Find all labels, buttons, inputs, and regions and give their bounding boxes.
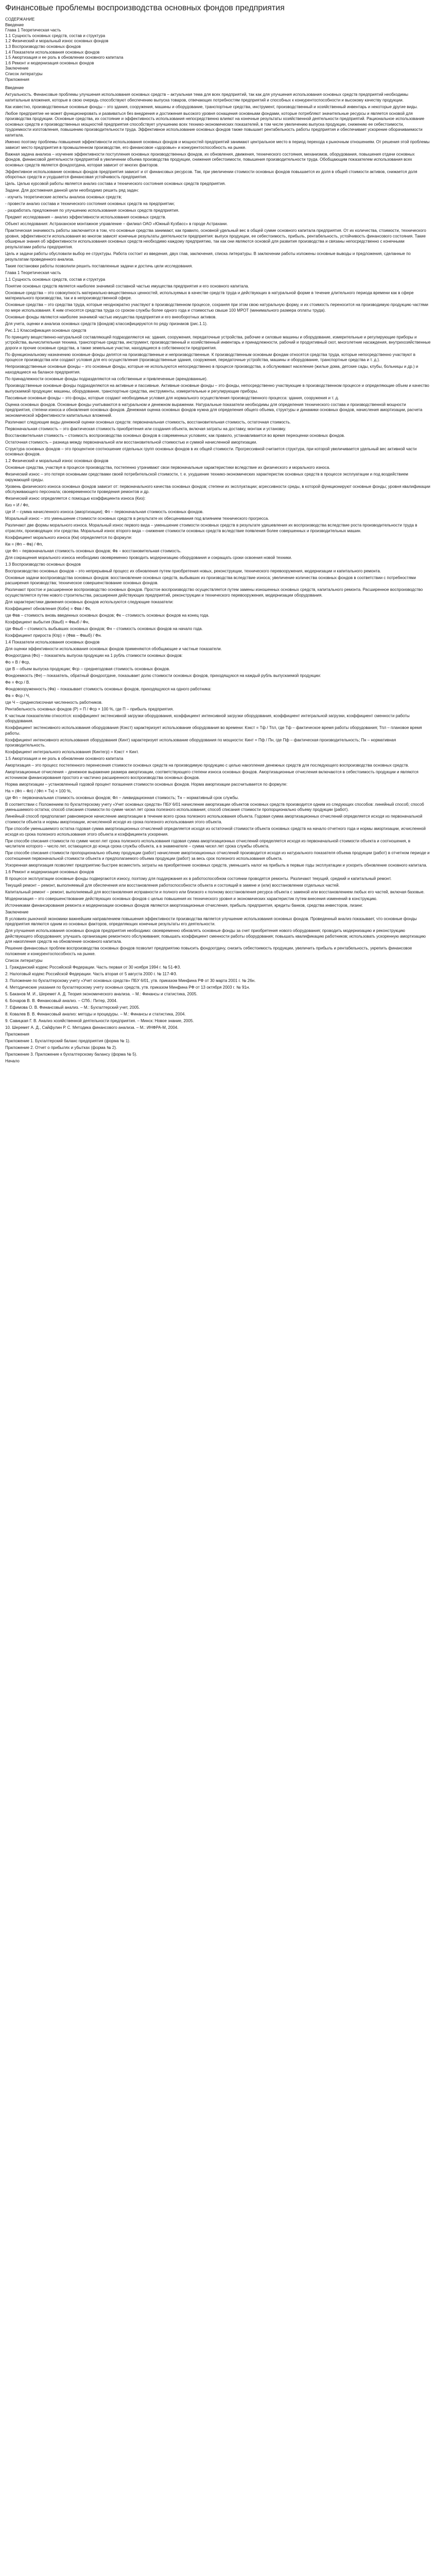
paragraph: 1.4 Показатели использования основных фондов [5,639,100,645]
paragraph: В соответствии с Положением по бухгалтерскому учету «Учет основных средств» ПБУ 6/01 начисление амортизации объектов основных средств производится одним из следующих способов: линейный способ; способ уменьшаемого остатка; способ списания стоимости по сумме чисел лет срока полезного использования; способ списания стоимости пропорционально объему продукции (работ). [5,802,424,812]
paragraph: 7. Ефимова О. В. Финансовый анализ. – М.: Бухгалтерский учет, 2005. [5,1005,140,1010]
paragraph: Моральный износ – это уменьшение стоимости основных средств в результате их обесценивания под влиянием технического прогресса. [5,516,269,521]
paragraph: Источниками финансирования ремонта и модернизации основных фондов являются амортизационные отчисления, прибыль предприятия, кредиты банков, средства инвесторов, лизинг. [5,903,363,908]
paragraph: Заключение [5,909,29,914]
paragraph: Список литературы [5,958,43,963]
paragraph: Актуальность. Финансовые проблемы улучшения использования основных средств – актуальная тема для всех предприятий, так как для улучшения использования основных средств предприятий необходимы капитальные вложения, которые в свою очередь способствуют обеспечению выпуска товаров, отвечающих потребностям предприятий и способных к конкурентоспособности и высокому качеству продукции. [5,92,408,103]
paragraph: где Фвв – стоимость вновь введенных основных фондов; Фк – стоимость основных фондов на конец года. [5,613,210,618]
paragraph: Непроизводственные основные фонды – это основные фонды, которые не используются непосредственно в процессе производства, а обслуживают население (жилые дома, детские сады, клубы, больницы и др.) и находящиеся на балансе предприятия. [5,364,418,375]
toc-heading: СОДЕРЖАНИЕ [5,17,35,22]
paragraph: Км = (Фп – Фв) / Фп, [5,541,43,547]
paragraph: Киз = И / Фп, [5,503,29,508]
paragraph: Объект исследования: Астраханское монтажное управление – филиал ОАО «Южный Кузбасс» в городе Астрахани. [5,222,228,227]
paragraph: 1.5 Амортизация и ее роль в обновлении основного капитала [5,756,124,761]
paragraph: Начало [5,1058,20,1063]
paragraph: где В – объем выпуска продукции; Фср – среднегодовая стоимость основных фондов. [5,666,170,671]
paragraph: Ускоренная амортизация позволяет предприятию быстрее возместить затраты на приобретение основных средств, уменьшить налог на прибыль в первые годы эксплуатации и ускорить обновление основного капитала. [5,862,427,868]
paragraph: Эффективное использование основных фондов предприятия зависит и от финансовых ресурсов. Так, при увеличении стоимости основных фондов повышается их доля в общей стоимости активов, снижается доля оборотных средств и ухудшается финансовая устойчивость предприятия. [5,169,417,180]
paragraph: Коэффициент интенсивного использования оборудования (Кинт) характеризует использование оборудования по мощности: Кинт = Пф / Пн, где Пф – фактическая производительность; Пн – нормативная производительность. [5,737,396,748]
paragraph: В процессе эксплуатации основные фонды подвергаются износу, поэтому для поддержания их в работоспособном состоянии проводятся ремонты. Различают текущий, средний и капитальный ремонт. [5,876,392,881]
paragraph: 1. Гражданский кодекс Российской Федерации. Часть первая от 30 ноября 1994 г. № 51-ФЗ. [5,964,181,970]
paragraph: где Фп – первоначальная стоимость основных фондов; Фл – ликвидационная стоимость; Тн – нормативный срок службы. [5,795,239,800]
paragraph: Линейный способ предполагает равномерное начисление амортизации в течение всего срока полезного использования объекта. Годовая сумма амортизационных отчислений определяется исходя из первоначальной стоимости объекта и нормы амортизации, исчисленной исходя из срока полезного использования этого объекта. [5,814,423,825]
paragraph: Физический износ – это потеря основными средствами своей потребительской стоимости, т. е. ухудшение технико-экономических характеристик основных средств в процессе эксплуатации и под воздействием окружающей среды. [5,472,408,482]
paragraph: По принципу вещественно-натуральной составляющей подразделяются на: здания, сооружения, передаточные устройства, рабочие и силовые машины и оборудование, измерительные и регулирующие приборы и устройства, вычислительная техника, транспортные средства, инструмент, производственный и хозяйственный инвентарь и принадлежности, рабочий и продуктивный скот, многолетние насаждения, внутрихозяйственные дороги и прочие основные средства, а также земельные участки, находящиеся в собственности предприятия. [5,334,431,350]
paragraph: Приложение 2. Отчет о прибылях и убытках (форма № 2). [5,1045,117,1050]
paragraph: Именно поэтому проблемы повышения эффективности использования основных фондов и мощностей предприятий занимают центральное место в период перехода к рыночным отношениям. От решения этой проблемы зависит место предприятия в промышленном производстве, его финансовое «здоровье» и конкурентоспособность на рынке. [5,140,430,150]
paragraph: - изучить теоретические аспекты анализа основных средств; [5,195,122,200]
paragraph: При способе уменьшаемого остатка годовая сумма амортизационных отчислений определяется исходя из остаточной стоимости объекта основных средств на начало отчетного года и нормы амортизации, исчисленной исходя из срока полезного использования этого объекта и коэффициента ускорения. [5,826,426,837]
paragraph: Глава 1 Теоретическая часть [5,270,61,275]
paragraph: 6. Бочаров В. В. Финансовый анализ. – СПб.: Питер, 2004. [5,998,118,1003]
paragraph: Введение [5,86,24,91]
paragraph: В условиях рыночной экономики важнейшим направлением повышения эффективности производства является улучшение использования основных фондов. Проведенный анализ показывает, что основные фонды предприятия являются одним из основных факторов, определяющих конечные результаты его деятельности. [5,916,417,927]
paragraph: Физический износ определяется с помощью коэффициента износа (Киз): [5,496,146,501]
paragraph: Любое предприятие не может функционировать и развиваться без внедрения и достижения высокого уровня оснащения основными фондами, которые потребляют значительные ресурсы и является основой для производства продукции. Основные средства, их состояние и эффективность использования непосредственно влияют на конечные результаты хозяйственной деятельности предприятий. Рациональное использование основных средств и производственных мощностей предприятия способствует улучшению всех технико-экономических показателей, в том числе увеличению выпуска продукции, снижению ее себестоимости, трудоемкости изготовления, повышению производительности труда. Эффективное использование основных фондов также повышает рентабельность работы предприятия и обеспечивает ускорение оборачиваемости капитала. [5,111,425,138]
paragraph: Основные средства – это совокупность материально-вещественных ценностей, используемых в качестве средств труда и действующих в натуральной форме в течение длительного периода времени как в сфере материального производства, так и в непроизводственной сфере. [5,290,414,301]
paragraph: Основные фонды являются наиболее значимой частью имущества предприятия и его внеоборотных активов. [5,314,217,319]
toc-item: Приложения [5,77,29,82]
toc-item: 1.3 Воспроизводство основных фондов [5,44,81,49]
paragraph: Воспроизводство основных фондов – это непрерывный процесс их обновления путем приобретения новых, реконструкции, технического перевооружения, модернизации и капитального ремонта. [5,568,381,573]
paragraph: Различают простое и расширенное воспроизводство основных фондов. Простое воспроизводство осуществляется путем замены изношенных основных средств, капитального ремонта. Расширенное воспроизводство осуществляется путем нового строительства, расширения действующих предприятий, реконструкции и технического перевооружения, модернизации оборудования. [5,587,423,598]
toc-item: 1.5 Амортизация и ее роль в обновлении основного капитала [5,55,124,60]
paragraph: Различают две формы морального износа. Моральный износ первого вида – уменьшение стоимости основных средств в результате удешевления их воспроизводства вследствие роста производительности труда в отраслях, производящих эти средства. Моральный износ второго вида – снижение стоимости основных средств вследствие появления более совершенных и производительных машин. [5,523,417,533]
paragraph: Амортизация – это процесс постепенного перенесения стоимости основных средств на производимую продукцию с целью накопления денежных средств для последующего воспроизводства основных средств. [5,763,409,768]
paragraph: Предмет исследования – анализ эффективности использования основных средств. [5,215,166,220]
paragraph: Коэффициент обновления (Кобн) = Фвв / Фк, [5,606,91,611]
paragraph: Пассивные основные фонды – это фонды, которые создают необходимые условия для нормального осуществления производственного процесса: здания, сооружения и т. д. [5,395,339,400]
paragraph: Норма амортизации – установленный годовой процент погашения стоимости основных фондов. Норма амортизации рассчитывается по формуле: [5,782,288,787]
paragraph: Как известно, производственные основные фонды – это здания, сооружения, машины и оборудование, транспортные средства, инструмент, производственный и хозяйственный инвентарь и некоторые другие виды. [5,104,418,109]
paragraph: Решение финансовых проблем воспроизводства основных фондов позволит предприятию повысить фондоотдачу, снизить себестоимость продукции, увеличить прибыль и рентабельность, укрепить финансовое положение и конкурентоспособность на рынке. [5,946,412,956]
paragraph: 1.1 Сущность основных средств, состав и структура [5,277,106,282]
paragraph: Фондовооруженность (Фв) – показывает стоимость основных фондов, приходящуюся на одного работника: [5,686,212,691]
paragraph: Цель и задачи работы обусловили выбор ее структуры. Работа состоит из введения, двух глав, заключения, списка литературы. В заключении работы изложены основные выводы и предложения, сделанные по результатам проведенного анализа. [5,251,411,262]
paragraph: Приложение 1. Бухгалтерский баланс предприятия (форма № 1). [5,1038,131,1043]
paragraph: 1.2 Физический и моральный износ основных фондов [5,459,109,464]
toc-item: Заключение [5,66,29,71]
paragraph: Для сокращения морального износа необходимо своевременно проводить модернизацию оборудования и сокращать сроки освоения новой техники. [5,555,292,560]
paragraph: Понятие основных средств является наиболее значимой составной частью имущества предприятия и его основного капитала. [5,283,249,289]
paragraph: 5. Баканов М. И., Шеремет А. Д. Теория экономического анализа. – М.: Финансы и статистика, 2005. [5,991,198,996]
paragraph: Модернизация – это совершенствование действующих основных фондов с целью повышения их технического уровня и экономических характеристик путем внесения изменений в конструкцию. [5,896,377,901]
paragraph: Фе = Фср / В. [5,680,30,685]
paragraph: Приложение 3. Приложение к бухгалтерскому балансу (форма № 5). [5,1052,137,1057]
paragraph: Для улучшения использования основных фондов предприятия необходимо: своевременно обновлять основные фонды за счет приобретения нового оборудования; проводить модернизацию и реконструкцию действующего оборудования; улучшать организацию ремонтного обслуживания; повышать коэффициент сменности работы оборудования; повышать квалификацию работников; использовать ускоренную амортизацию для накопления средств на обновление основного капитала. [5,928,426,944]
paragraph: Текущий ремонт – ремонт, выполняемый для обеспечения или восстановления работоспособности объекта и состоящий в замене и (или) восстановлении отдельных частей. [5,883,340,888]
paragraph: Рентабельность основных фондов (Р) = П / Фср × 100 %, где П – прибыль предприятия. [5,706,174,711]
paragraph: 2. Налоговый кодекс Российской Федерации. Часть вторая от 5 августа 2000 г. № 117-ФЗ. [5,971,178,976]
paragraph: Коэффициент прироста (Кпр) = (Фвв – Фвыб) / Фн. [5,633,102,638]
paragraph: Основные средства, участвуя в процессе производства, постепенно утрачивают свои первоначальные характеристики вследствие их физического и морального износа. [5,465,330,470]
paragraph: К частным показателям относятся: коэффициент экстенсивной загрузки оборудования, коэффициент интенсивной загрузки оборудования, коэффициент интегральной загрузки, коэффициент сменности работы оборудования. [5,713,410,724]
paragraph: Фондоемкость (Фе) – показатель, обратный фондоотдаче, показывает долю стоимости основных фондов, приходящуюся на каждый рубль выпускаемой продукции: [5,673,321,678]
paragraph: На = (Фп – Фл) / (Фп × Тн) × 100 %, [5,788,72,793]
paragraph: При способе списания стоимости по сумме чисел лет срока полезного использования годовая сумма амортизационных отчислений определяется исходя из первоначальной стоимости объекта и соотношения, в числителе которого – число лет, остающихся до конца срока службы объекта, а в знаменателе – сумма чисел лет срока службы объекта. [5,838,411,849]
paragraph: Для оценки эффективности использования основных фондов применяются обобщающие и частные показатели. [5,646,222,651]
paragraph: Такие постановки работы позволили решить поставленные задачи и достичь цели исследования. [5,263,193,268]
paragraph: Фо = В / Фср, [5,659,30,665]
paragraph: По функциональному назначению основные фонды делятся на производственные и непроизводственные. К производственным основным фондам относятся средства труда, которые непосредственно участвуют в процессе производства или создают условия для его осуществления (производственные здания, сооружения, передаточные устройства, машины и оборудование, транспортные средства и т. д.). [5,352,415,363]
document-content [5,17,431,1064]
paragraph: 9. Савицкая Г. В. Анализ хозяйственной деятельности предприятия. – Минск: Новое знание, 2005. [5,1018,194,1023]
paragraph: 3. Положение по бухгалтерскому учету «Учет основных средств» ПБУ 6/01, утв. приказом Минфина РФ от 30 марта 2001 г. № 26н. [5,978,256,983]
paragraph: Практическая значимость работы заключается в том, что основные средства занимают, как правило, основной удельный вес в общей сумме основного капитала предприятия. От их количества, стоимости, технического уровня, эффективности использования во многом зависят конечные результаты деятельности предприятия: выпуск продукции, ее себестоимость, прибыль, рентабельность, устойчивость финансового состояния. Такие обширные знания об эффективности использования основных средств необходимо каждому предприятию, так как они являются основой для развития производства и связаны непосредственно с конечными результатами работы предприятия. [5,228,426,250]
paragraph: Основные средства – это средства труда, которые неоднократно участвуют в производственном процессе, сохраняя при этом свою натуральную форму, и их стоимость переносится на производимую продукцию частями по мере использования. К ним относятся средства труда со сроком службы более одного года и стоимостью свыше 100 МРОТ (минимального размера оплаты труда). [5,302,428,313]
paragraph: Фондоотдача (Фо) – показатель выпуска продукции на 1 рубль стоимости основных фондов: [5,653,183,658]
toc-item: Введение [5,22,24,27]
paragraph: Остаточная стоимость – разница между первоначальной или восстановительной стоимостью и суммой начисленной амортизации. [5,439,257,445]
paragraph: 1.6 Ремонт и модернизация основных фондов [5,869,94,874]
paragraph: Структура основных фондов – это процентное соотношение отдельных групп основных фондов в их общей стоимости. Прогрессивной считается структура, при которой увеличивается удельный вес активной части основных фондов. [5,446,417,457]
paragraph: - провести анализ состава и технического состояния основных средств на предприятии; [5,201,175,207]
paragraph: По принадлежности основные фонды подразделяются на собственные и привлеченные (арендованные). [5,376,208,381]
document-title: Финансовые проблемы воспроизводства основных фондов предприятия [5,4,285,12]
paragraph: где И – сумма начисленного износа (амортизации); Фп – первоначальная стоимость основных фондов. [5,510,204,515]
document-body [5,86,431,1064]
paragraph: Амортизационные отчисления – денежное выражение размера амортизации, соответствующего степени износа основных фондов. Амортизационные отчисления включаются в себестоимость продукции и являются источником финансирования простого и частично расширенного воспроизводства основных фондов. [5,770,418,780]
table-of-contents [5,23,431,83]
paragraph: Коэффициент морального износа (Км) определяется по формуле: [5,535,132,540]
paragraph: Фв = Фср / Ч, [5,693,30,698]
document-page [0,0,436,1076]
paragraph: 4. Методические указания по бухгалтерскому учету основных средств, утв. приказом Минфина РФ от 13 октября 2003 г. № 91н. [5,985,250,990]
toc-item: 1.4 Показатели использования основных фондов [5,49,100,55]
paragraph: Капитальный ремонт – ремонт, выполняемый для восстановления исправности и полного или близкого к полному восстановления ресурса объекта с заменой или восстановлением любых его частей, включая базовые. [5,889,425,894]
paragraph: Производственные основные фонды подразделяются на активные и пассивные. Активные основные фонды – это фонды, непосредственно участвующие в производственном процессе и определяющие объем и качество выпускаемой продукции: машины, оборудование, транспортные средства, инструменты, измерительные и регулирующие приборы. [5,383,429,394]
paragraph: Для учета, оценки и анализа основных средств (фондов) классифицируются по ряду признаков (рис.1.1). [5,321,208,326]
paragraph: 10. Шеремет А. Д., Сайфулин Р. С. Методика финансового анализа. – М.: ИНФРА-М, 2004. [5,1025,179,1030]
paragraph: 1.3 Воспроизводство основных фондов [5,562,81,567]
paragraph: Различают следующие виды денежной оценки основных средств: первоначальная стоимость, восстановительная стоимость, остаточная стоимость. [5,419,291,425]
paragraph: 8. Ковалев В. В. Финансовый анализ: методы и процедуры. – М.: Финансы и статистика, 2004. [5,1011,186,1016]
paragraph: Первоначальная стоимость – это фактическая стоимость приобретения или создания объекта, включая затраты на доставку, монтаж и установку. [5,426,286,431]
paragraph: Цель. Целью курсовой работы является анализ состава и технического состояния основных средств предприятия. [5,181,226,187]
paragraph: где Фп – первоначальная стоимость основных фондов; Фв – восстановительная стоимость. [5,548,182,553]
paragraph: Коэффициент экстенсивного использования оборудования (Кэкст) характеризует использование оборудования во времени: Кэкст = Тф / Тпл, где Тф – фактическое время работы оборудования; Тпл – плановое время работы. [5,725,422,736]
paragraph: При способе списания стоимости пропорционально объему продукции (работ) начисление амортизационных отчислений производится исходя из натурального показателя объема продукции (работ) в отчетном периоде и соотношения первоначальной стоимости объекта и предполагаемого объема продукции (работ) за весь срок полезного использования объекта. [5,851,430,861]
paragraph: Коэффициент интегрального использования (Кинтегр) = Кэкст × Кинт. [5,750,139,755]
toc-item: Список литературы [5,71,43,76]
paragraph: Восстановительная стоимость – стоимость воспроизводства основных фондов в современных условиях; как правило, устанавливается во время переоценки основных фондов. [5,433,345,438]
paragraph: Рис.1.1 Классификация основных средств [5,328,86,333]
paragraph: где Ч – среднесписочная численность работников. [5,700,103,705]
paragraph: Задачи. Для достижения данной цели необходимо решить ряд задач: [5,188,139,193]
paragraph: - разработать предложения по улучшению использования основных средств предприятия. [5,208,180,213]
paragraph: Коэффициент выбытия (Квыб) = Фвыб / Фн, [5,619,90,624]
paragraph: Оценка основных фондов. Основные фонды учитываются в натуральном и денежном выражении. Натуральные показатели необходимы для определения технического состава и производственной мощности предприятия, степени износа и обновления основных фондов. Денежная оценка основных фондов нужна для определения общего объема, структуры и динамики основных фондов, начисления амортизации, расчета экономической эффективности капитальных вложений. [5,402,423,418]
paragraph: Приложения [5,1031,29,1037]
toc-item: Глава 1 Теоретическая часть [5,28,61,33]
toc-item: 1.2 Физический и моральный износ основных фондов [5,39,109,44]
toc-item: 1.6 Ремонт и модернизация основных фондов [5,60,94,65]
paragraph: где Фвыб – стоимость выбывших основных фондов; Фн – стоимость основных фондов на начало года. [5,626,203,631]
paragraph: Уровень физического износа основных фондов зависит от: первоначального качества основных фондов; степени их эксплуатации; агрессивности среды, в которой функционируют основные фонды; уровня квалификации обслуживающего персонала; своевременности проведения ремонтов и др. [5,484,430,495]
paragraph: Для характеристики движения основных фондов используются следующие показатели: [5,599,174,604]
paragraph: Важная задача анализа – изучение эффективности поступления основных производственных фондов, их обновления, движения, технического состояния, механизмов, оборудования, повышения отдачи основных фондов, финансовой деятельности предприятий в увеличении объема производства продукции, снижения себестоимости, повышения производительности труда. Обобщающим показателем использования всех основных средств является фондоотдача, которая зависит от многих факторов. [5,151,415,167]
toc-item: 1.1 Сущность основных средств, состав и структура [5,33,106,38]
paragraph: Основные задачи воспроизводства основных фондов: восстановление основных средств, выбывших из производства вследствие износа; увеличение количества основных фондов в соответствии с потребностями расширения производства; техническое совершенствование основных фондов. [5,575,416,586]
